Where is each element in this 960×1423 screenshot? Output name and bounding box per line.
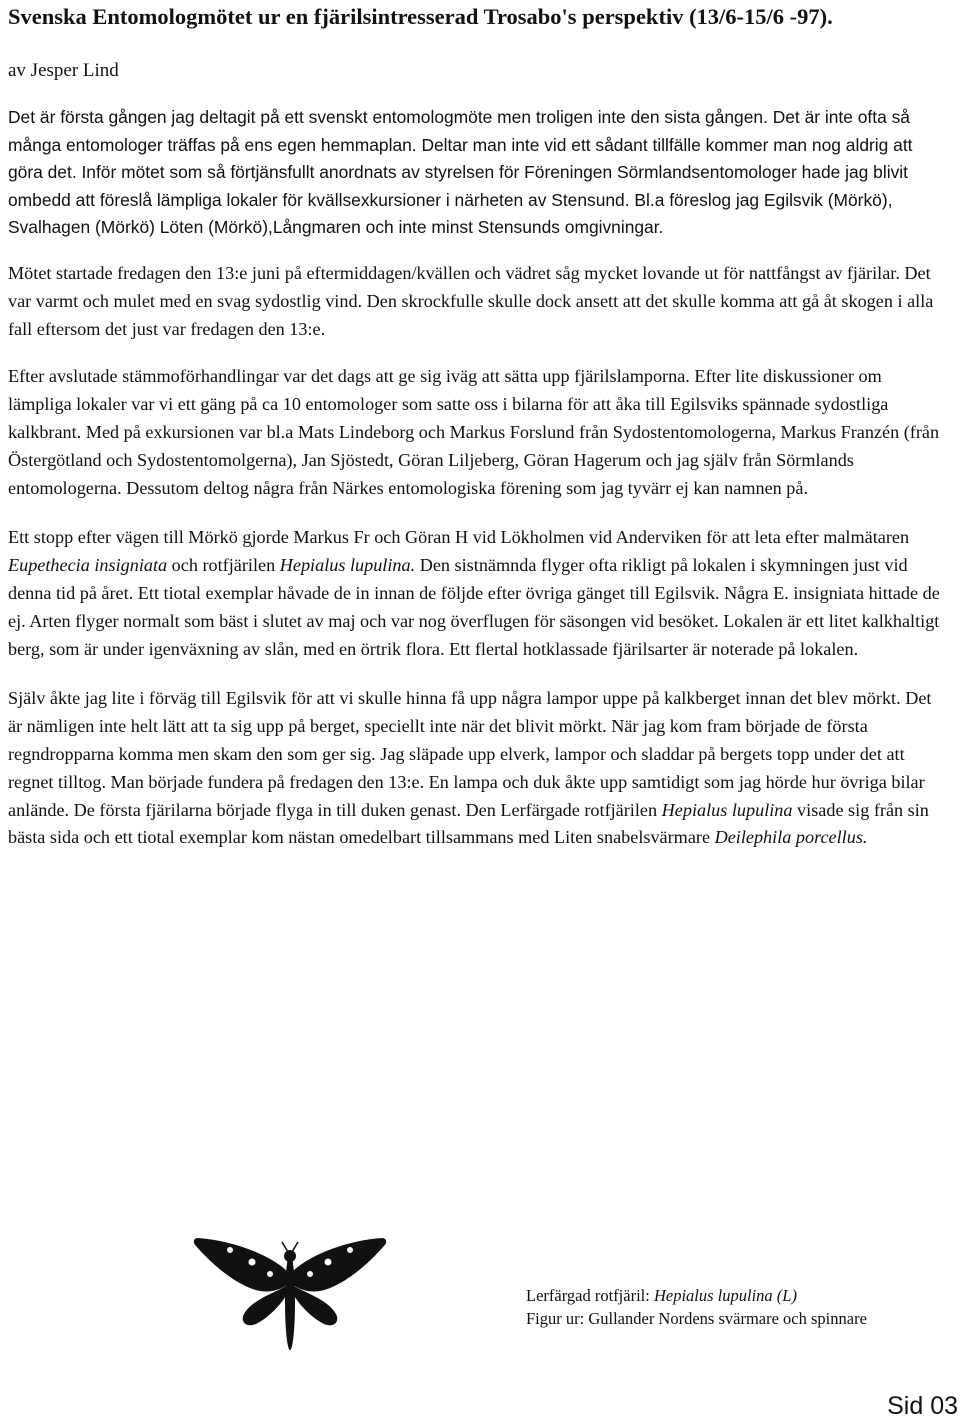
paragraph-lokholmen-text-3: Den sistnämnda flyger ofta rikligt på lokalen i skymningen just vid denna tid på året. Ett tiotal exemplar håvade de in innan de följde efter övriga gänget till Egilsvik. Några E. insigniata hittade de ej. Arten flyger normalt som bäst i slutet av maj och var nog överflugen för säsongen vid besöket. Lokalen är ett litet kalkhaltigt berg, som är under igenväxning av slån, med en örtrik flora. Ett flertal hotklassade fjärilsarter är noterade på lokalen. bbox=[8, 555, 940, 659]
species-eupethecia: Eupethecia insigniata bbox=[8, 555, 168, 576]
paragraph-egilsvik-text-2: visade sig från sin bästa sida och ett tiotal exemplar kom nästan omedelbart tillsammans med Liten snabelsvärmare bbox=[8, 799, 929, 848]
article-author: av Jesper Lind bbox=[8, 60, 119, 81]
paragraph-lokholmen-text-1: Ett stopp efter vägen till Mörkö gjorde Markus Fr och Göran H vid Lökholmen vid Anderviken för att leta efter malmätaren bbox=[8, 527, 910, 548]
page-number: Sid 03 bbox=[887, 1392, 958, 1420]
caption-source: Figur ur: Gullander Nordens svärmare och spinnare bbox=[526, 1309, 867, 1328]
paragraph-lokholmen bbox=[8, 524, 948, 663]
caption-label: Lerfärgad rotfjäril: bbox=[526, 1286, 654, 1305]
paragraph-excursion: Efter avslutade stämmoförhandlingar var det dags att ge sig iväg att sätta upp fjärilslamporna. Efter lite diskussioner om lämpliga lokaler var vi ett gäng på ca 10 entomologer som satte oss i bilarna för att åka till Egilsviks spännade sydostliga kalkbrant. Med på exkursionen var bl.a Mats Lindeborg och Markus Forslund från Sydostentomologerna, Markus Franzén (från Östergötland och Sydostentomolgerna), Jan Sjöstedt, Göran Liljeberg, Göran Hagerum och jag själv från Sörmlands entomologerna. Dessutom deltog några från Närkes entomologiska förening som jag tyvärr ej kan namnen på. bbox=[8, 366, 940, 498]
figure-caption bbox=[526, 1284, 946, 1330]
caption-line-1 bbox=[526, 1284, 946, 1307]
species-hepialus-2: Hepialus lupulina bbox=[661, 799, 793, 820]
moth-svg bbox=[190, 1232, 390, 1377]
species-hepialus: Hepialus lupulina. bbox=[279, 555, 416, 576]
caption-species: Hepialus lupulina (L) bbox=[653, 1286, 797, 1305]
moth-illustration-icon bbox=[190, 1232, 390, 1377]
species-deilephila: Deilephila porcellus. bbox=[714, 827, 868, 848]
paragraph-lokholmen-text-2: och rotfjärilen bbox=[167, 555, 280, 576]
paragraph-egilsvik-text-1: Själv åkte jag lite i förväg till Egilsvik för att vi skulle hinna få upp några lampor uppe på kalkberget innan det blev mörkt. Det är nämligen inte helt lätt att ta sig upp på berget, speciellt inte när det blivit mörkt. När jag kom fram började de första regndropparna komma men skam den som ger sig. Jag släpade upp elverk, lampor och sladdar på bergets topp under det att regnet tilltog. Man började fundera på fredagen den 13:e. En lampa och duk åkte upp samtidigt som jag hörde hur övriga bilar anlände. De första fjärilarna började flyga in till duken genast. Den Lerfärgade rotfjärilen bbox=[8, 688, 932, 820]
article-page bbox=[8, 0, 948, 852]
paragraph-egilsvik bbox=[8, 685, 948, 852]
paragraph-meeting-start: Mötet startade fredagen den 13:e juni på eftermiddagen/kvällen och vädret såg mycket lovande ut för nattfångst av fjärilar. Det var varmt och mulet med en svag sydostlig vind. Den skrockfulle skulle dock ansett att det skulle komma att gå åt skogen i alla fall eftersom det just var fredagen den 13:e. bbox=[8, 262, 934, 339]
paragraph-intro bbox=[8, 104, 948, 242]
article-title: Svenska Entomologmötet ur en fjärilsintresserad Trosabo's perspektiv (13/6-15/6 -97). bbox=[8, 4, 833, 29]
paragraph-intro-text: Det är första gången jag deltagit på ett svenskt entomologmöte men troligen inte den sista gången. Det är inte ofta så många entomologer träffas på ens egen hemmaplan. Deltar man inte vid ett sådant tillfälle kommer man nog aldrig att göra det. Inför mötet som så förtjänsfullt anordnats av styrelsen för Föreningen Sörmlandsentomologer hade jag blivit ombedd att föreslå lämpliga lokaler för kvällsexkursioner i närheten av Stensund. Bl.a föreslog jag Egilsvik (Mörkö), Svalhagen (Mörkö) Löten (Mörkö),Långmaren och inte minst Stensunds omgivningar. bbox=[8, 107, 913, 238]
